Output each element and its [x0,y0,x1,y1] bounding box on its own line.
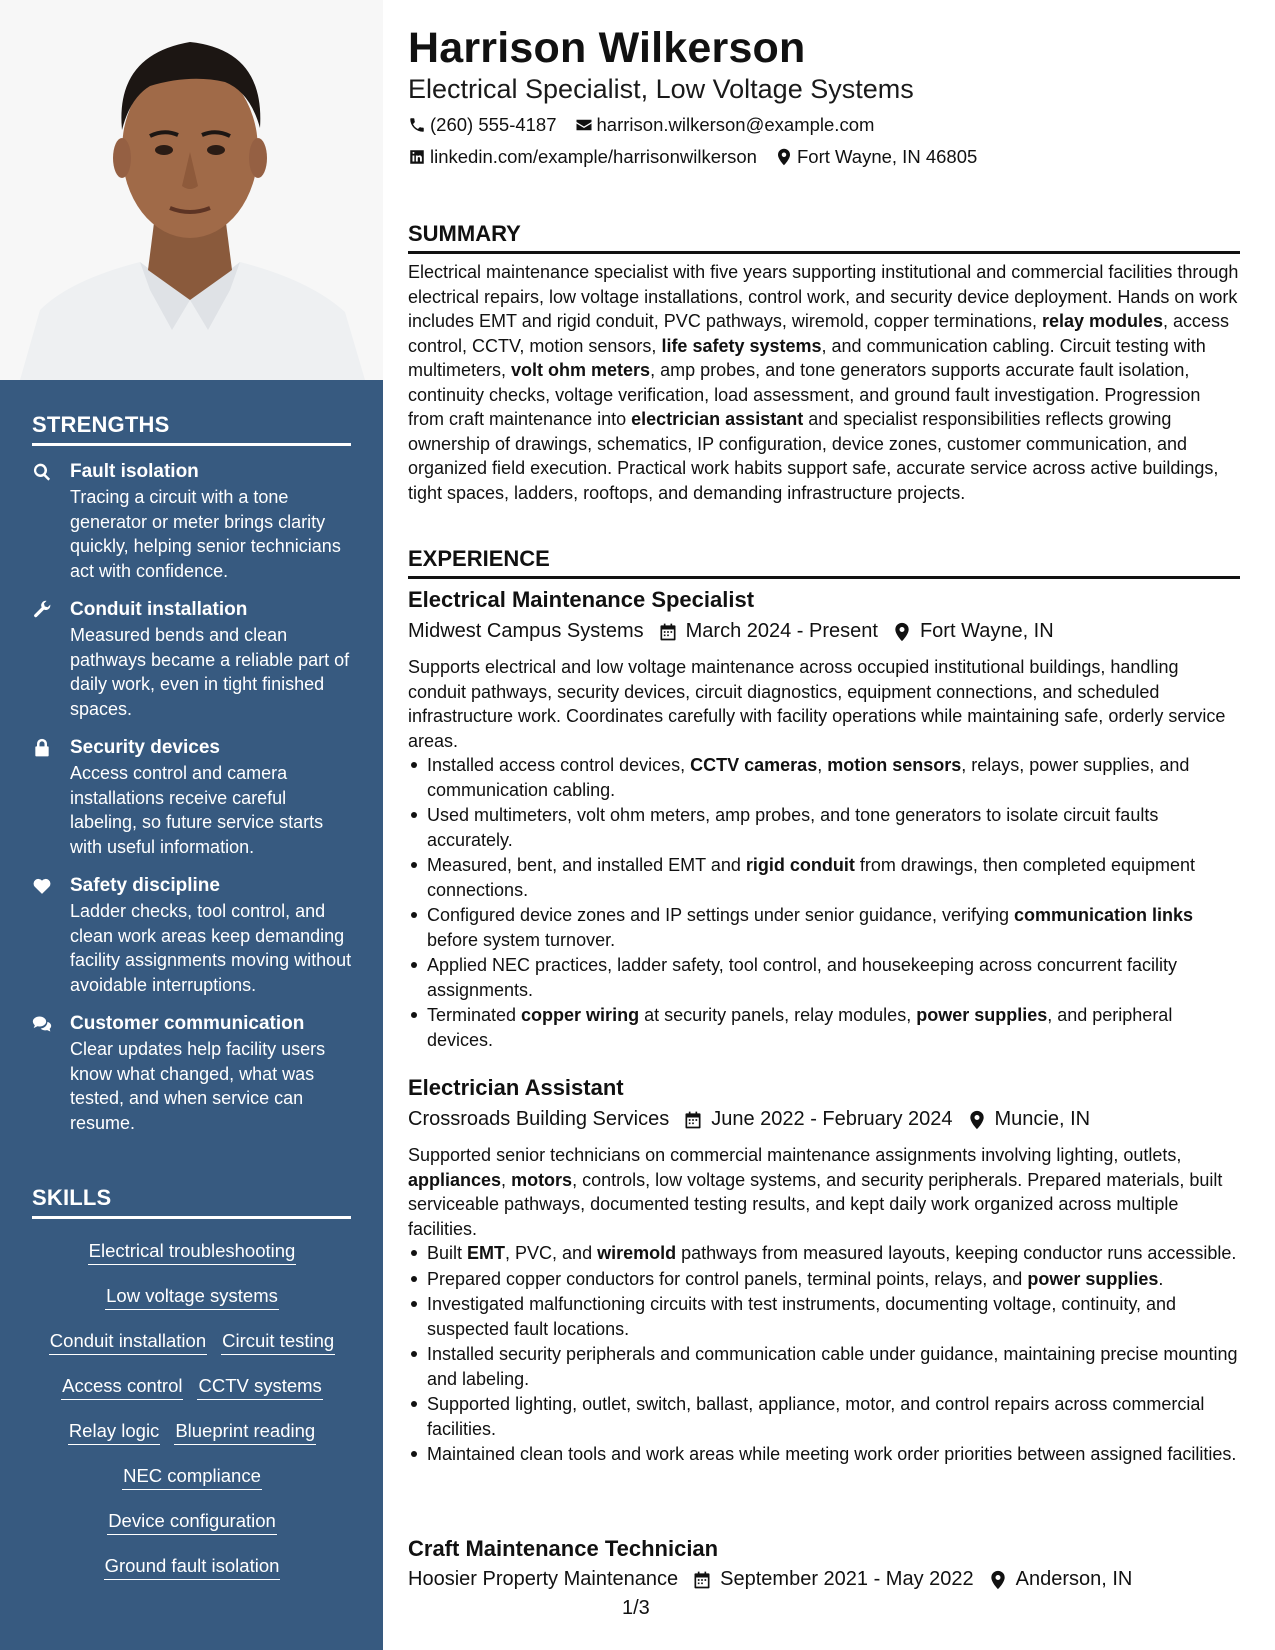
wrench-icon [32,598,70,721]
job-location: Fort Wayne, IN [919,620,1054,642]
skill-tag: NEC compliance [122,1464,262,1490]
job-dates: June 2022 - February 2024 [711,1108,953,1130]
bullet-item: Prepared copper conductors for control panels, terminal points, relays, and power supplies. [408,1267,1240,1292]
chat-bubbles-icon [32,1012,70,1135]
bullet-item: Installed security peripherals and communication cable under guidance, maintaining precise mounting and labeling. [408,1342,1240,1391]
strength-title: Security devices [70,737,220,758]
strengths-heading: STRENGTHS [32,412,351,446]
bullet-item: Configured device zones and IP settings under senior guidance, verifying communication links before system turnover. [408,903,1240,952]
skill-tag: Electrical troubleshooting [88,1239,297,1265]
page-number: 1/3 [622,1597,650,1619]
candidate-title: Electrical Specialist, Low Voltage Systems [408,74,914,104]
envelope-icon [575,116,593,134]
bullet-item: Applied NEC practices, ladder safety, tool control, and housekeeping across concurrent facility assignments. [408,953,1240,1002]
bullet-item: Built EMT, PVC, and wiremold pathways from measured layouts, keeping conductor runs accessible. [408,1241,1240,1266]
map-pin-icon [967,1110,987,1130]
company-name: Crossroads Building Services [408,1108,670,1130]
phone-number: (260) 555-4187 [430,114,557,135]
job-description: Supported senior technicians on commercial maintenance assignments involving lighting, outlets, appliances, motors, controls, low voltage systems, and security peripherals. Prepared materials, built serviceable pathways, documented testing results, and kept daily work organized across multiple facilities. [408,1145,1223,1239]
linkedin-url: linkedin.com/example/harrisonwilkerson [430,146,757,167]
skill-tag: Conduit installation [49,1329,207,1355]
strengths-list [32,460,352,1150]
summary-text: Electrical maintenance specialist with five years supporting institutional and commercial facilities through electrical repairs, low voltage installations, control work, and security device deployment. Hands on work includes EMT and rigid conduit, PVC pathways, wiremold, copper terminations, relay modules, access control, CCTV, motion sensors, life safety systems, and communication cabling. Circuit testing with multimeters, volt ohm meters, amp probes, and tone generators supports accurate fault isolation, continuity checks, voltage verification, load assessment, and ground fault investigation. Progression from craft maintenance into electrician assistant and specialist responsibilities reflects growing ownership of drawings, schematics, IP configuration, device zones, customer communication, and organized field execution. Practical work habits support safe, accurate service across active buildings, tight spaces, ladders, rooftops, and demanding infrastructure projects. [408,262,1239,503]
experience-heading: EXPERIENCE [408,546,1240,579]
strength-title: Customer communication [70,1013,305,1034]
job-location: Muncie, IN [994,1108,1091,1130]
email-address: harrison.wilkerson@example.com [596,114,875,135]
skill-tag: Access control [61,1374,183,1400]
strength-title: Safety discipline [70,875,220,896]
strength-item [32,598,352,721]
search-icon [32,460,70,583]
profile-photo [0,0,383,380]
bullet-item: Installed access control devices, CCTV cameras, motion sensors, relays, power supplies, and communication cabling. [408,753,1240,802]
skills-list [32,1230,352,1590]
bullet-item: Measured, bent, and installed EMT and rigid conduit from drawings, then completed equipment connections. [408,853,1240,902]
map-pin-icon [892,622,912,642]
contact-row [408,146,995,168]
skill-tag: Device configuration [107,1509,277,1535]
skill-tag: CCTV systems [197,1374,322,1400]
job-meta [408,1568,1132,1591]
job-bullets [408,1241,1240,1468]
location: Fort Wayne, IN 46805 [796,146,978,167]
bullet-item: Maintained clean tools and work areas while meeting work order priorities between assigned facilities. [408,1442,1240,1467]
job-title: Electrician Assistant [408,1075,624,1100]
strength-item [32,874,352,997]
candidate-name: Harrison Wilkerson [408,24,806,72]
job-bullets [408,753,1240,1053]
bullet-item: Terminated copper wiring at security panels, relay modules, power supplies, and peripheral devices. [408,1003,1240,1052]
skill-tag: Ground fault isolation [104,1554,281,1580]
strength-item [32,1012,352,1135]
summary-heading: SUMMARY [408,221,1240,254]
skill-tag: Low voltage systems [105,1284,279,1310]
bullet-item: Used multimeters, volt ohm meters, amp probes, and tone generators to isolate circuit faults accurately. [408,803,1240,852]
strength-title: Fault isolation [70,461,199,482]
job-dates: September 2021 - May 2022 [720,1568,974,1590]
calendar-icon [683,1110,703,1130]
strength-description: Access control and camera installations receive careful labeling, so future service starts with useful information. [70,763,324,857]
bullet-item: Investigated malfunctioning circuits with test instruments, documenting voltage, continuity, and suspected fault locations. [408,1292,1240,1341]
job-title: Craft Maintenance Technician [408,1536,719,1561]
company-name: Midwest Campus Systems [408,620,644,642]
lock-icon [32,736,70,859]
strength-description: Measured bends and clean pathways became a reliable part of daily work, even in tight finished spaces. [70,625,350,719]
job-title: Electrical Maintenance Specialist [408,587,755,612]
phone-icon [408,116,426,134]
strength-description: Clear updates help facility users know what changed, what was tested, and when service can resume. [70,1039,326,1133]
sidebar [0,0,383,1650]
skill-tag: Blueprint reading [174,1419,316,1445]
job-dates: March 2024 - Present [685,620,878,642]
map-pin-icon [988,1570,1008,1590]
strength-description: Tracing a circuit with a tone generator or meter brings clarity quickly, helping senior technicians act with confidence. [70,487,341,581]
job-location: Anderson, IN [1015,1568,1133,1590]
company-name: Hoosier Property Maintenance [408,1568,679,1590]
bullet-item: Supported lighting, outlet, switch, ballast, appliance, motor, and control repairs across commercial facilities. [408,1392,1240,1441]
calendar-icon [658,622,678,642]
job-description: Supports electrical and low voltage maintenance across occupied institutional buildings, handling conduit pathways, security devices, circuit diagnostics, equipment connections, and scheduled infrastructure work. Coordinates carefully with facility operations while maintaining safe, orderly service areas. [408,657,1226,751]
skills-heading: SKILLS [32,1185,351,1219]
strength-item [32,736,352,859]
strength-title: Conduit installation [70,599,248,620]
skill-tag: Relay logic [68,1419,161,1445]
heart-icon [32,874,70,997]
skill-tag: Circuit testing [221,1329,335,1355]
calendar-icon [692,1570,712,1590]
strength-item [32,460,352,583]
contact-row [408,114,892,136]
job-meta [408,620,1054,643]
strength-description: Ladder checks, tool control, and clean work areas keep demanding facility assignments moving without avoidable interruptions. [70,901,352,995]
map-pin-icon [775,148,793,166]
job-meta [408,1108,1090,1131]
linkedin-icon [408,148,426,166]
